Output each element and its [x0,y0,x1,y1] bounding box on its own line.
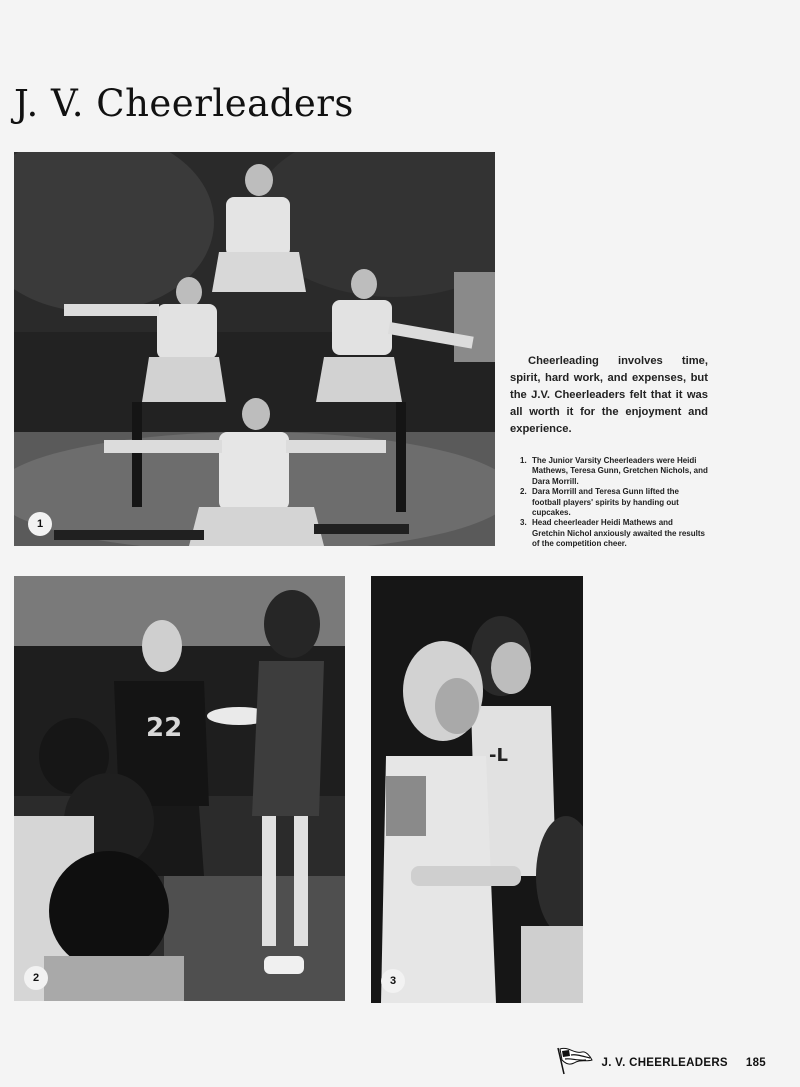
photo-2-image [14,576,345,1001]
caption-item [520,487,708,518]
footer-section-label: J. V. CHEERLEADERS [601,1056,728,1069]
svg-text:-L: -L [489,745,508,766]
photo-number-badge: 1 [28,512,52,536]
flag-icon [556,1046,594,1079]
caption-text: Head cheerleader Heidi Mathews and Gretchin Nichol anxiously awaited the results of the competition cheer. [532,518,705,549]
photo-cupcakes-gym [14,576,345,1001]
page-footer [556,1046,767,1079]
caption-number: 2. [520,487,527,497]
photo-awaiting-results [371,576,583,1003]
caption-item [520,456,708,487]
caption-text: Dara Morrill and Teresa Gunn lifted the football players' spirits by handing out cupcakes. [532,487,679,518]
caption-number: 1. [520,456,527,465]
photo-number-badge: 3 [381,969,405,993]
intro-paragraph: Cheerleading involves time, spirit, hard work, and expenses, but the J.V. Cheerleaders felt that it was all worth it for the enjoyment and experience. [510,355,708,436]
photo-cheerleader-pyramid [14,152,495,546]
page-number: 185 [745,1056,766,1069]
photo-number-badge: 2 [24,966,48,990]
photo-1-image [14,152,495,546]
page-title: J. V. Cheerleaders [14,82,354,125]
photo-3-image [371,576,583,1003]
caption-number: 3. [520,518,527,528]
caption-list [520,456,708,550]
svg-text:22: 22 [146,713,183,743]
caption-text: The Junior Varsity Cheerleaders were Heidi Mathews, Teresa Gunn, Gretchen Nichols, and Dara Morrill. [532,456,708,486]
caption-item [520,518,708,549]
